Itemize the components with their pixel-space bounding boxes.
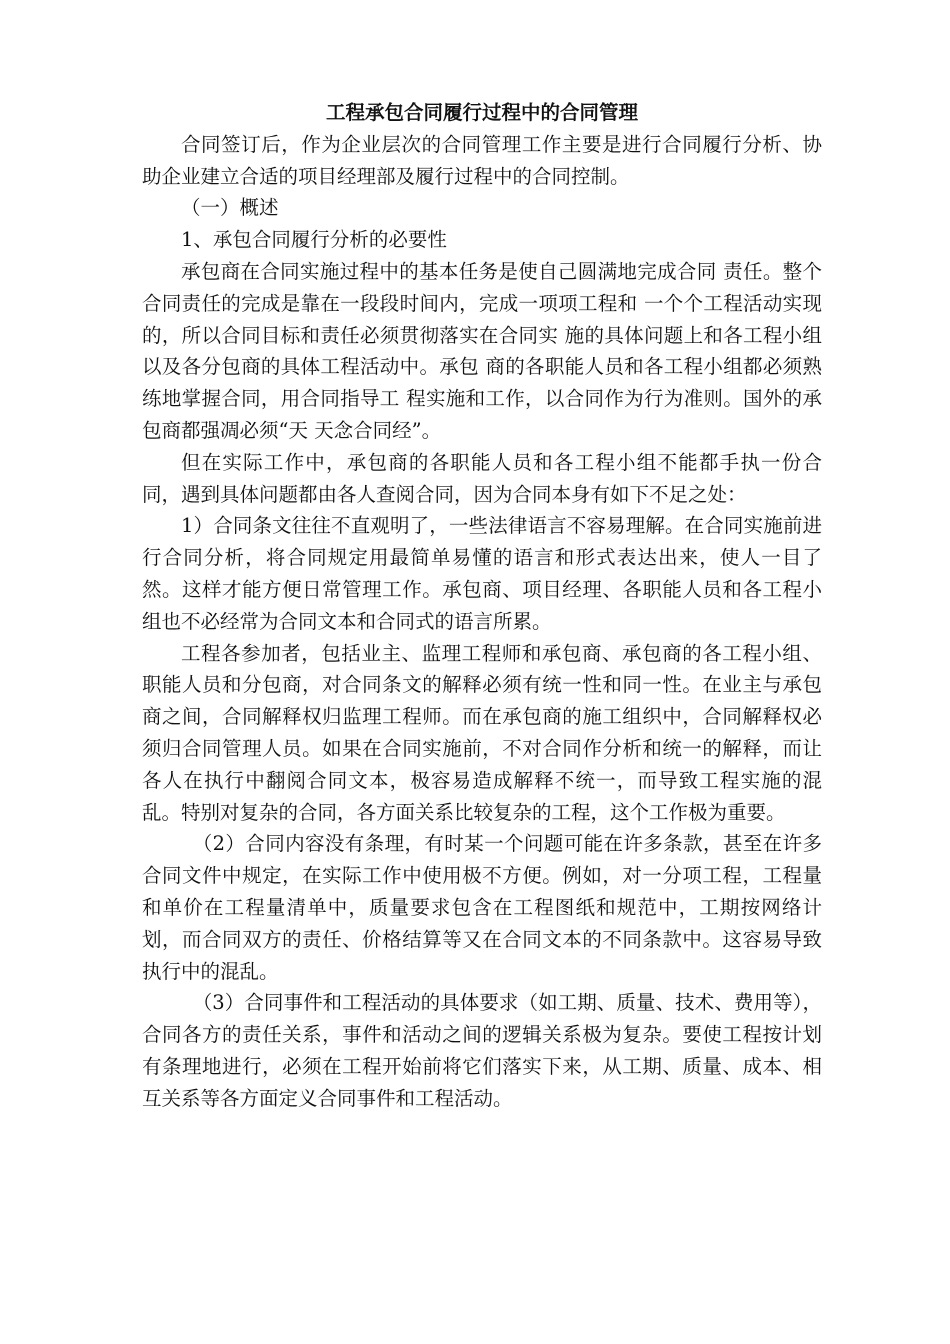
section-heading-overview: （一）概述 [181,196,279,220]
paragraph-practical-work: 但在实际工作中，承包商的各职能人员和各工程小组不能都手执一份合同，遇到具体问题都由各人查阅合同，因为合同本身有如下不足之处： [142,450,822,506]
paragraph-participants: 工程各参加者，包括业主、监理工程师和承包商、承包商的各工程小组、职能人员和分包商，对合同条文的解释必须有统一性和同一性。在业主与承包商之间，合同解释权归监理工程师。而在承包商的施工组织中，合同解释权必须归合同管理人员。如果在合同实施前，不对合同作分析和统一的解释，而让各人在执行中翻阅合同文本，极容易造成解释不统一，而导致工程实施的混乱。特别对复杂的合同，各方面关系比较复杂的工程，这个工作极为重要。 [142,641,822,824]
subsection-heading-necessity: 1、承包合同履行分析的必要性 [181,228,447,252]
paragraph-intro: 合同签订后，作为企业层次的合同管理工作主要是进行合同履行分析、协助企业建立合适的项目经理部及履行过程中的合同控制。 [142,132,822,188]
list-item-2: （2）合同内容没有条理，有时某一个问题可能在许多条款，甚至在许多合同文件中规定，在实际工作中使用极不方便。例如，对一分项工程，工程量和单价在工程量清单中，质量要求包含在工程图纸和规范中，工期按网络计划，而合同双方的责任、价格结算等又在合同文本的不同条款中。这容易导致执行中的混乱。 [142,832,822,983]
paragraph-contractor-task: 承包商在合同实施过程中的基本任务是使自己圆满地完成合同 责任。整个合同责任的完成是靠在一段段时间内，完成一项项工程和 一个个工程活动实现的，所以合同目标和责任必须贯彻落实在合同实 施的具体问题上和各工程小组以及各分包商的具体工程活动中。承包 商的各职能人员和各工程小组都必须熟练地掌握合同，用合同指导工 程实施和工作，以合同作为行为准则。国外的承包商都强凋必须“天 天念合同经”。 [142,259,822,442]
document-title: 工程承包合同履行过程中的合同管理 [325,101,638,124]
document-body [142,97,822,1115]
list-item-1: 1）合同条文往往不直观明了，一些法律语言不容易理解。在合同实施前进行合同分析，将合同规定用最简单易懂的语言和形式表达出来，使人一目了然。这样才能方便日常管理工作。承包商、项目经理、各职能人员和各工程小组也不必经常为合同文本和合同式的语言所累。 [142,514,822,633]
list-item-3: （3）合同事件和工程活动的具体要求（如工期、质量、技术、费用等），合同各方的责任关系，事件和活动之间的逻辑关系极为复杂。要使工程按计划有条理地进行，必须在工程开始前将它们落实下来，从工期、质量、成本、相互关系等各方面定义合同事件和工程活动。 [142,991,822,1110]
